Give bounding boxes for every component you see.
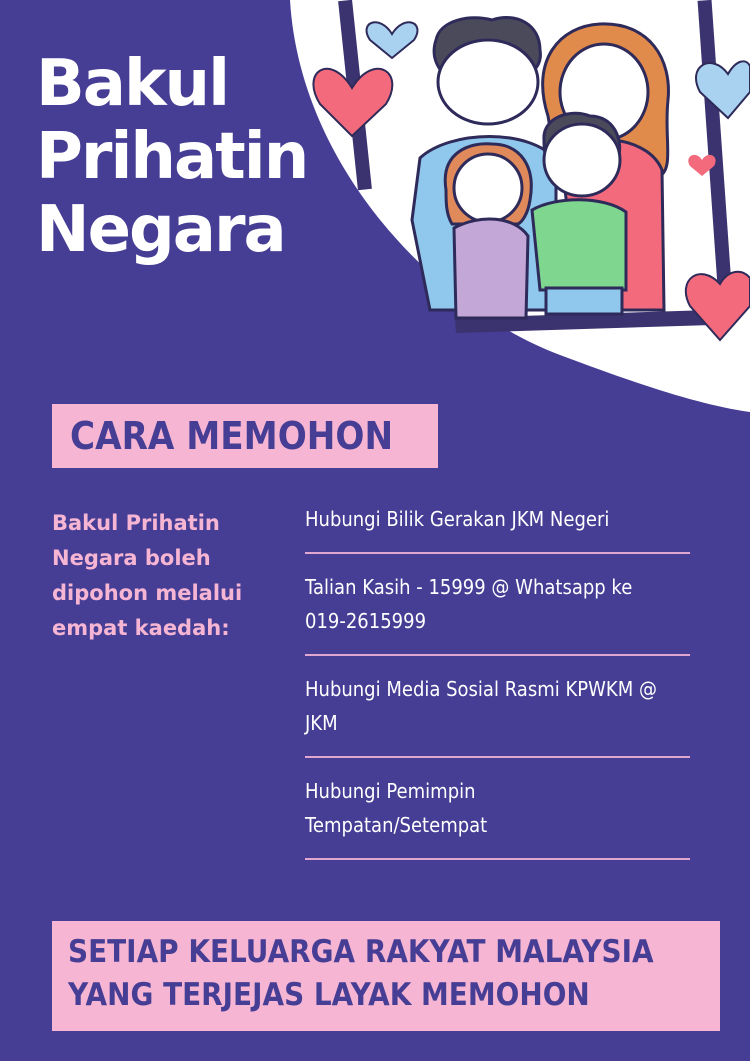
father-face — [438, 40, 538, 124]
footer-line-1: SETIAP KELUARGA RAKYAT MALAYSIA — [68, 934, 654, 970]
method-text: Hubungi Media Sosial Rasmi KPWKM @ JKM — [305, 677, 657, 735]
girl-face — [454, 154, 522, 222]
methods-list — [305, 502, 700, 876]
divider-line — [305, 552, 690, 554]
boy-face — [544, 124, 620, 196]
method-item — [305, 570, 700, 656]
title-line-1: Bakul — [36, 47, 229, 121]
method-text: Hubungi Pemimpin Tempatan/Setempat — [305, 779, 488, 837]
method-item — [305, 502, 700, 554]
footer-line-2: YANG TERJEJAS LAYAK MEMOHON — [68, 977, 590, 1013]
section-heading-banner — [52, 404, 438, 468]
divider-line — [305, 756, 690, 758]
boy-body — [532, 200, 626, 290]
divider-line — [305, 654, 690, 656]
page-title — [36, 48, 307, 267]
footer-text — [68, 931, 654, 1017]
title-line-2: Prihatin — [36, 120, 308, 194]
girl-body — [454, 219, 528, 318]
method-item — [305, 774, 700, 860]
section-heading: CARA MEMOHON — [70, 414, 394, 458]
method-text: Talian Kasih - 15999 @ Whatsapp ke 019-2615999 — [305, 575, 633, 633]
divider-line — [305, 858, 690, 860]
boy-pants — [546, 288, 622, 314]
method-item — [305, 672, 700, 758]
intro-text: Bakul Prihatin Negara boleh dipohon melalui empat kaedah: — [52, 511, 243, 640]
title-line-3: Negara — [36, 193, 285, 267]
method-text: Hubungi Bilik Gerakan JKM Negeri — [305, 507, 610, 531]
footer-banner — [52, 921, 720, 1031]
